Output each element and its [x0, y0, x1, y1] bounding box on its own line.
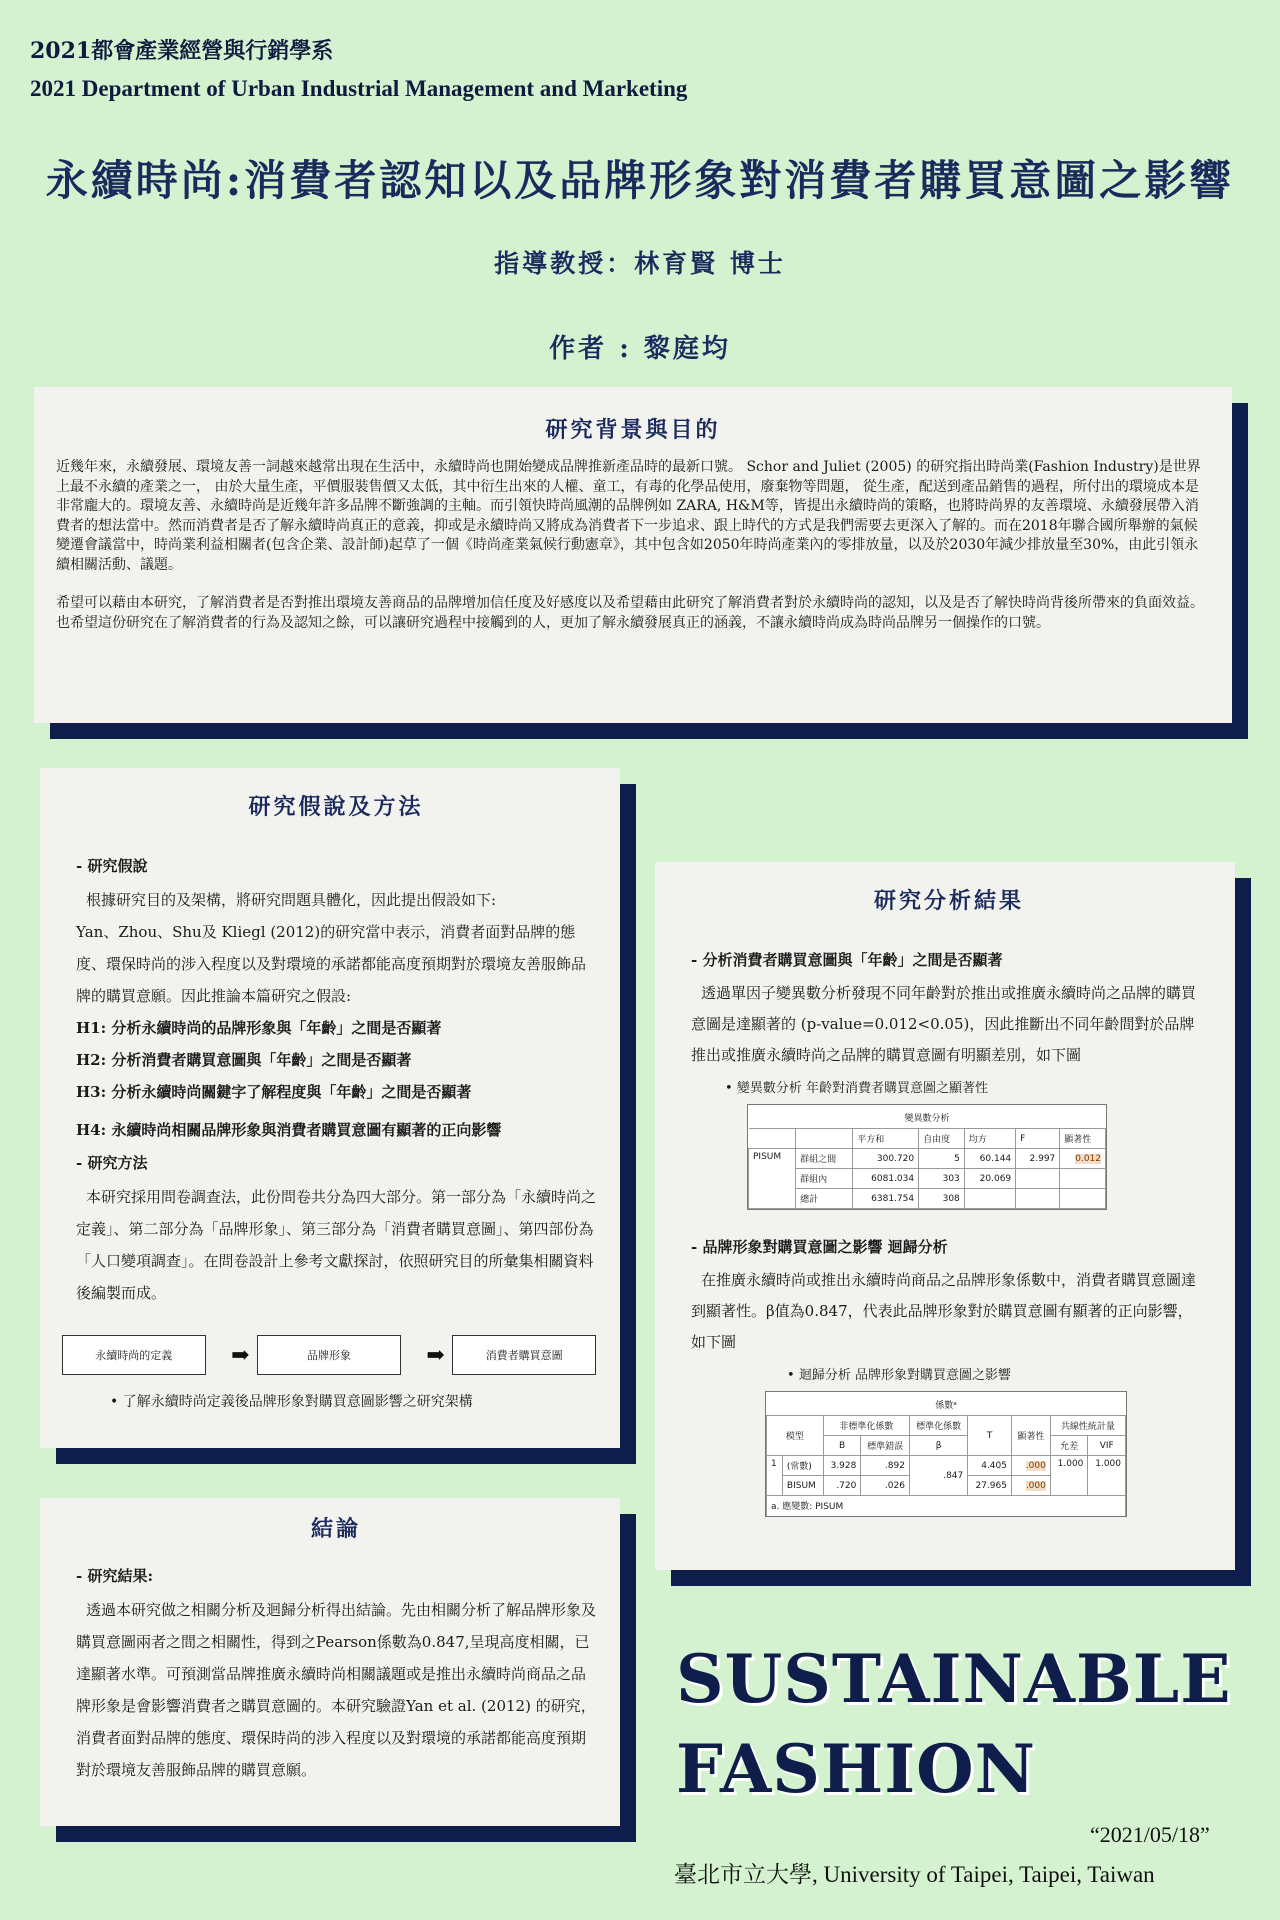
regression-cell: 27.965 [968, 1476, 1012, 1496]
hypothesis-h4: H4: 永續時尚相關品牌形象與消費者購買意圖有顯著的正向影響 [76, 1121, 502, 1139]
regression-header: β [909, 1436, 967, 1456]
anova-header: 平方和 [853, 1129, 919, 1149]
research-framework [62, 1335, 596, 1375]
anova-cell: 303 [919, 1169, 965, 1189]
background-panel [34, 387, 1232, 723]
framework-box-brand-image: 品牌形象 [257, 1335, 401, 1375]
anova-table [747, 1104, 1107, 1210]
regression-significance: .000 [1025, 1480, 1046, 1491]
results-heading: 研究分析結果 [873, 888, 1024, 914]
anova-variable: PISUM [749, 1149, 796, 1209]
anova-cell: 20.069 [964, 1169, 1015, 1189]
hypothesis-heading: 研究假說及方法 [248, 794, 424, 820]
anova-row-label: 總計 [796, 1189, 853, 1209]
anova-caption: • 變異數分析 年齡對消費者購買意圖之顯著性 [725, 1081, 988, 1096]
results-paragraph-2: 在推廣永續時尚或推出永續時尚商品之品牌形象係數中，消費者購買意圖達到顯著性。β值為0.847，代表此品牌形象對於購買意圖有顯著的正向影響，如下圖 [691, 1271, 1197, 1351]
conclusion-panel [40, 1498, 620, 1826]
hypothesis-subheading: - 研究假說 [76, 857, 148, 875]
framework-box-purchase-intention: 消費者購買意圖 [452, 1335, 596, 1375]
framework-caption: • 了解永續時尚定義後品牌形象對購買意圖影響之研究架構 [110, 1394, 473, 1410]
regression-note: a. 應變數: PISUM [767, 1496, 1126, 1516]
hypothesis-panel [40, 768, 620, 1448]
regression-header: VIF [1088, 1436, 1126, 1456]
anova-cell: 2.997 [1016, 1149, 1060, 1169]
regression-significance: .000 [1025, 1460, 1046, 1471]
anova-cell: 6381.754 [853, 1189, 919, 1209]
hypothesis-intro: 根據研究目的及架構，將研究問題具體化，因此提出假設如下: [86, 891, 497, 909]
regression-cell: 3.928 [823, 1456, 861, 1476]
regression-header: 模型 [767, 1416, 824, 1456]
regression-header: 標準錯誤 [861, 1436, 910, 1456]
regression-header: 顯著性 [1011, 1416, 1050, 1456]
anova-caption-text: 變異數分析 年齡對消費者購買意圖之顯著性 [736, 1081, 988, 1096]
anova-significance: 0.012 [1075, 1153, 1101, 1164]
sustainable-word: SUSTAINABLE [676, 1640, 1232, 1718]
anova-header: 均方 [964, 1129, 1015, 1149]
conclusion-paragraph: 透過本研究做之相關分析及迴歸分析得出結論。先由相關分析了解品牌形象及購買意圖兩者之間之相關性，得到之Pearson係數為0.847,呈現高度相關，已達顯著水準。可預測當品牌推廣永續時尚相關議題或是推出永續時尚商品之品牌形象是會影響消費者之購買意圖的。本研究驗證Yan et al. (2012) 的研究，消費者面對品牌的態度、環保時尚的涉入程度以及對環境的承諾都能高度預期對於環境友善服飾品牌的購買意願。 [76, 1601, 597, 1779]
regression-header: 非標準化係數 [823, 1416, 909, 1436]
regression-model-number: 1 [767, 1456, 783, 1496]
results-subheading-1: - 分析消費者購買意圖與「年齡」之間是否顯著 [691, 951, 1003, 969]
hypothesis-h3: H3: 分析永續時尚關鍵字了解程度與「年齡」之間是否顯著 [76, 1083, 472, 1101]
regression-row-label: BISUM [782, 1476, 823, 1496]
anova-cell: 300.720 [853, 1149, 919, 1169]
background-paragraph-2: 希望可以藉由本研究，了解消費者是否對推出環境友善商品的品牌增加信任度及好感度以及希望藉由此研究了解消費者對於永續時尚的認知，以及是否了解快時尚背後所帶來的負面效益。也希望這份研究在了解消費者的行為及認知之餘，可以讓研究過程中接觸到的人，更加了解永續發展真正的涵義，不讓永續時尚成為時尚品牌另一個操作的口號。 [56, 595, 1204, 631]
advisor: 指導教授：林育賢 博士 [494, 249, 786, 278]
anova-header: F [1016, 1129, 1060, 1149]
anova-header: 顯著性 [1060, 1129, 1106, 1149]
anova-cell: 5 [919, 1149, 965, 1169]
university-name: 臺北市立大學, University of Taipei, Taipei, Taiwan [674, 1862, 1155, 1887]
background-paragraph-1: 近幾年來，永續發展、環境友善一詞越來越常出現在生活中，永續時尚也開始變成品牌推新產品時的最新口號。 Schor and Juliet (2005) 的研究指出時尚業(Fashion Industry)是世界上最不永續的產業之一， 由於大量生產，平價服裝售價又太低，其中衍生出來的人權、童工，有毒的化學品使用，廢棄物等問題， 從生產，配送到產品銷售的過程，所付出的環境成本是非常龐大的。環境友善、永續時尚是近幾年許多品牌不斷強調的主軸。而引領快時尚風潮的品牌例如 ZARA, H&M等，皆提出永續時尚的策略，也將時尚界的友善環境、永續發展帶入消費者的想法當中。然而消費者是否了解永續時尚真正的意義，抑或是永續時尚又將成為消費者下一步追求、跟上時代的方式是我們需要去更深入了解的。而在2018年聯合國所舉辦的氣候變遷會議當中，時尚業利益相關者(包含企業、設計師)起草了一個《時尚產業氣候行動憲章》，其中包含如2050年時尚產業內的零排放量，以及於2030年減少排放量至30%，由此引領永續相關活動、議題。 [56, 459, 1201, 573]
department-name-zh: 2021都會產業經營與行銷學系 [30, 38, 334, 64]
hypothesis-h2: H2: 分析消費者購買意圖與「年齡」之間是否顯著 [76, 1051, 412, 1069]
poster-date: “2021/05/18” [1090, 1822, 1210, 1847]
regression-header: B [823, 1436, 861, 1456]
results-subheading-2: - 品牌形象對購買意圖之影響 迴歸分析 [691, 1238, 948, 1256]
background-heading: 研究背景與目的 [545, 417, 721, 443]
regression-cell: .026 [861, 1476, 910, 1496]
regression-cell: .892 [861, 1456, 910, 1476]
anova-header: 自由度 [919, 1129, 965, 1149]
conclusion-subheading: - 研究結果: [76, 1567, 153, 1585]
regression-table-title: 係數ᵃ [935, 1401, 957, 1411]
regression-cell: 4.405 [968, 1456, 1012, 1476]
framework-caption-text: 了解永續時尚定義後品牌形象對購買意圖影響之研究架構 [122, 1394, 473, 1410]
method-subheading: - 研究方法 [76, 1154, 148, 1172]
regression-cell: .720 [823, 1476, 861, 1496]
regression-header: 允差 [1050, 1436, 1088, 1456]
poster-title: 永續時尚:消費者認知以及品牌形象對消費者購買意圖之影響 [45, 156, 1235, 205]
regression-table [765, 1391, 1127, 1517]
fashion-word: FASHION [676, 1730, 1036, 1808]
anova-table-title: 變異數分析 [904, 1114, 950, 1124]
regression-header: 標準化係數 [909, 1416, 967, 1436]
hypothesis-h1: H1: 分析永續時尚的品牌形象與「年齡」之間是否顯著 [76, 1019, 442, 1037]
regression-cell: 1.000 [1050, 1456, 1088, 1496]
regression-caption-text: 迴歸分析 品牌形象對購買意圖之影響 [798, 1368, 1011, 1383]
regression-beta: .847 [909, 1456, 967, 1496]
framework-box-definition: 永續時尚的定義 [62, 1335, 206, 1375]
regression-cell: 1.000 [1088, 1456, 1126, 1496]
anova-cell: 308 [919, 1189, 965, 1209]
results-panel [655, 862, 1235, 1570]
anova-row-label: 群組之間 [796, 1149, 853, 1169]
author: 作者 : 黎庭均 [549, 334, 731, 364]
regression-header: 共線性統計量 [1050, 1416, 1125, 1436]
department-name-en: 2021 Department of Urban Industrial Management and Marketing [30, 76, 688, 101]
regression-header: T [968, 1416, 1012, 1456]
regression-caption: • 迴歸分析 品牌形象對購買意圖之影響 [787, 1368, 1011, 1383]
regression-row-label: (常數) [782, 1456, 823, 1476]
results-paragraph-1: 透過單因子變異數分析發現不同年齡對於推出或推廣永續時尚之品牌的購買意圖是達顯著的 (p-value=0.012<0.05)，因此推斷出不同年齡間對於品牌推出或推廣永續時尚之品牌的購買意圖有明顯差別，如下圖 [691, 984, 1197, 1064]
anova-cell: 6081.034 [853, 1169, 919, 1189]
hypothesis-paragraph: Yan、Zhou、Shu及 Kliegl (2012)的研究當中表示，消費者面對品牌的態度、環保時尚的涉入程度以及對環境的承諾都能高度預期對於環境友善服飾品牌的購買意願。因此推論本篇研究之假設: [76, 923, 587, 1005]
arrow-right-icon: ➡ [426, 1342, 445, 1368]
anova-cell: 60.144 [964, 1149, 1015, 1169]
method-paragraph: 本研究採用問卷調查法，此份問卷共分為四大部分。第一部分為「永續時尚之定義」、第二部分為「品牌形象」、第三部分為「消費者購買意圖」、第四部份為「人口變項調查」。在問卷設計上參考文獻探討，依照研究目的所彙集相關資料後編製而成。 [76, 1188, 597, 1302]
anova-row-label: 群組內 [796, 1169, 853, 1189]
conclusion-heading: 結論 [310, 1516, 361, 1542]
arrow-right-icon: ➡ [231, 1342, 250, 1368]
